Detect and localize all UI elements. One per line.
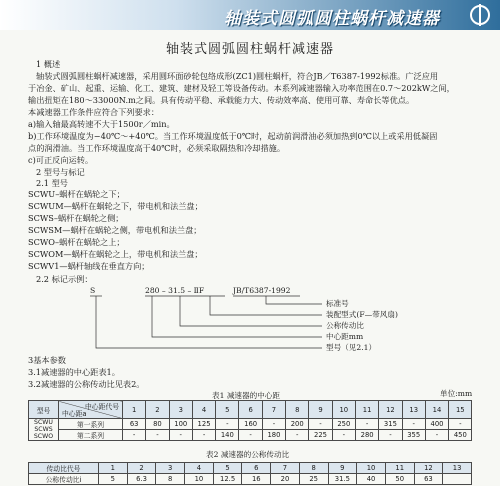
table2-code: 11 (385, 463, 414, 474)
overview-line-2: 于冶金、矿山、起重、运输、化工、建筑、建材及轻工等设备传动。本系列减速器输入功率范围在0.7～202kW之间， (28, 83, 455, 93)
table1-code: 9 (309, 401, 332, 419)
table1-cell: 355 (402, 430, 425, 441)
table1-cell: - (239, 430, 262, 441)
section-3-heading: 3基本参数 (28, 355, 66, 365)
table2-code: 1 (99, 463, 128, 474)
marking-label-assembly: 装配型式(F—带风扇) (326, 310, 398, 319)
overview-line-1: 轴装式圆弧圆柱蜗杆减速器，采用圆环面砂轮包络成形(ZC1)圆柱蜗杆，符合JB／T6387-1992标准。广泛应用 (36, 71, 439, 81)
table-1-caption: 表1 减速器的中心距 (212, 391, 280, 400)
table1-cell: - (262, 419, 285, 430)
table1-cell: 63 (123, 419, 146, 430)
table1-cell: - (425, 430, 448, 441)
table1-cell: - (309, 419, 332, 430)
table1-model-header: 型号 (29, 401, 59, 419)
table2-ratio: 31.5 (328, 474, 357, 485)
table-2-caption: 表2 减速器的公称传动比 (206, 450, 290, 459)
marking-label-ratio: 公称传动比 (326, 321, 364, 330)
table1-cell: 225 (309, 430, 332, 441)
table1-cell: 400 (425, 419, 448, 430)
table1-code: 2 (146, 401, 169, 419)
table1-cell: - (379, 430, 402, 441)
table2-ratio: 5 (99, 474, 128, 485)
table1-cell: - (332, 430, 355, 441)
table1-cell: - (402, 419, 425, 430)
table1-series-2-label: 第二系列 (59, 430, 123, 441)
header-banner (0, 0, 500, 30)
type-scwv1: SCWV1—蜗杆轴线在垂直方向； (28, 261, 150, 271)
table2-ratio: 12.5 (213, 474, 242, 485)
overview-line-3: 输出扭矩在180～33000N.m之间。具有传动平稳、承载能力大、传动效率高、使用可靠、寿命长等优点。 (28, 95, 415, 105)
document-title: 轴装式圆弧圆柱蜗杆减速器 (165, 42, 334, 57)
table2-ratio: 8 (156, 474, 185, 485)
table2-code: 13 (443, 463, 472, 474)
company-logo-icon (468, 3, 492, 27)
table1-cell: 200 (286, 419, 309, 430)
banner-title: 轴装式圆弧圆柱蜗杆减速器 (224, 9, 440, 29)
table2-code: 5 (213, 463, 242, 474)
section-3-2: 3.2减速器的公称传动比见表2。 (28, 379, 145, 389)
table1-code: 4 (192, 401, 215, 419)
table1-code: 12 (379, 401, 402, 419)
table2-code: 4 (185, 463, 214, 474)
type-scwum: SCWUM—蜗杆在蜗轮之下，带电机和法兰盘； (28, 201, 203, 211)
table1-code: 13 (402, 401, 425, 419)
table1-code: 7 (262, 401, 285, 419)
table1-series-1-label: 第一系列 (59, 419, 123, 430)
table1-code: 1 (123, 401, 146, 419)
type-scwom: SCWOM—蜗杆在蜗轮之上，带电机和法兰盘； (28, 249, 203, 259)
table2-code: 7 (271, 463, 300, 474)
condition-b-line-2: 点的润滑油。当工作环境温度高于40℃时，必须采取隔热和冷却措施。 (28, 143, 286, 153)
table2-code-label: 传动比代号 (29, 463, 99, 474)
table2-code: 10 (357, 463, 386, 474)
table1-cell: 160 (239, 419, 262, 430)
table1-cell: - (169, 430, 192, 441)
table1-code: 15 (449, 401, 472, 419)
marking-label-standard: 标准号 (326, 299, 349, 308)
table1-cell: - (146, 430, 169, 441)
table1-cell: - (449, 419, 472, 430)
marking-label-center-distance: 中心距mm (326, 332, 364, 341)
table1-model: SCWS (34, 426, 53, 433)
table1-code: 8 (286, 401, 309, 419)
table1-model: SCWU (34, 419, 53, 426)
table1-cell: 125 (192, 419, 215, 430)
table2-ratio: 50 (385, 474, 414, 485)
table1-cell: 315 (379, 419, 402, 430)
table1-cell: 100 (169, 419, 192, 430)
table2-code: 2 (127, 463, 156, 474)
table2-ratio (443, 474, 472, 485)
table1-cell: - (286, 430, 309, 441)
table1-cell: 280 (355, 430, 378, 441)
center-distance-table (28, 400, 472, 441)
table2-ratio: 25 (299, 474, 328, 485)
type-scws: SCWS–蜗杆在蜗轮之侧； (28, 213, 124, 223)
table1-code: 3 (169, 401, 192, 419)
table2-ratio: 10 (185, 474, 214, 485)
table2-code: 12 (414, 463, 443, 474)
section-2-1-heading: 2.1 型号 (36, 178, 68, 188)
marking-model-letter: S (90, 286, 96, 295)
table2-ratio: 63 (414, 474, 443, 485)
type-scwsm: SCWSM—蜗杆在蜗轮之侧，带电机和法兰盘； (28, 225, 202, 235)
ratio-table (28, 462, 472, 485)
table1-code: 10 (332, 401, 355, 419)
table2-ratio-label: 公称传动比i (29, 474, 99, 485)
table1-model: SCWO (33, 433, 54, 440)
table2-code: 3 (156, 463, 185, 474)
conditions-intro: 本减速器工作条件应符合下列要求： (28, 107, 160, 117)
table1-cell: 80 (146, 419, 169, 430)
section-1-heading: 1 概述 (36, 59, 61, 69)
table1-code: 14 (425, 401, 448, 419)
table1-cell: - (355, 419, 378, 430)
table1-cell: 450 (449, 430, 472, 441)
table2-ratio: 16 (242, 474, 271, 485)
section-2-heading: 2 型号与标记 (36, 167, 85, 177)
table1-cell: 250 (332, 419, 355, 430)
marking-label-model: 型号（见2.1） (326, 343, 377, 352)
table2-ratio: 20 (271, 474, 300, 485)
table2-code: 8 (299, 463, 328, 474)
table1-distance-label: 中心距a (62, 410, 87, 418)
condition-a: a)输入轴最高转速不大于1500r／min。 (28, 119, 175, 129)
section-2-2-heading: 2.2 标记示例： (36, 274, 93, 284)
condition-b-line-1: b)工作环境温度为−40℃～+40℃。当工作环境温度低于0℃时，起动前润滑油必须加热到0℃以上或采用低凝固 (28, 131, 438, 141)
table2-code: 6 (242, 463, 271, 474)
type-scwu: SCWU–蜗杆在蜗轮之下； (28, 189, 125, 199)
condition-c: c)可正反向运转。 (28, 155, 94, 165)
table1-code-label: 中心距代号 (85, 403, 119, 411)
marking-code-values: 280 – 31.5 – ⅡF (145, 286, 205, 295)
table2-code: 9 (328, 463, 357, 474)
table2-ratio: 40 (357, 474, 386, 485)
table1-cell: - (192, 430, 215, 441)
section-3-1: 3.1减速器的中心距表1。 (28, 367, 120, 377)
type-scwo: SCWO–蜗杆在蜗轮之上； (28, 237, 125, 247)
table1-code: 11 (355, 401, 378, 419)
marking-standard: JB/T6387-1992 (233, 286, 291, 295)
table1-cell: 140 (216, 430, 239, 441)
table1-cell: - (216, 419, 239, 430)
table1-corner-header (59, 401, 123, 419)
table-1-unit: 单位:mm (440, 389, 473, 398)
table1-cell: - (123, 430, 146, 441)
table1-cell: 180 (262, 430, 285, 441)
table1-models (29, 419, 59, 441)
table1-code: 6 (239, 401, 262, 419)
table2-ratio: 6.3 (127, 474, 156, 485)
table1-code: 5 (216, 401, 239, 419)
